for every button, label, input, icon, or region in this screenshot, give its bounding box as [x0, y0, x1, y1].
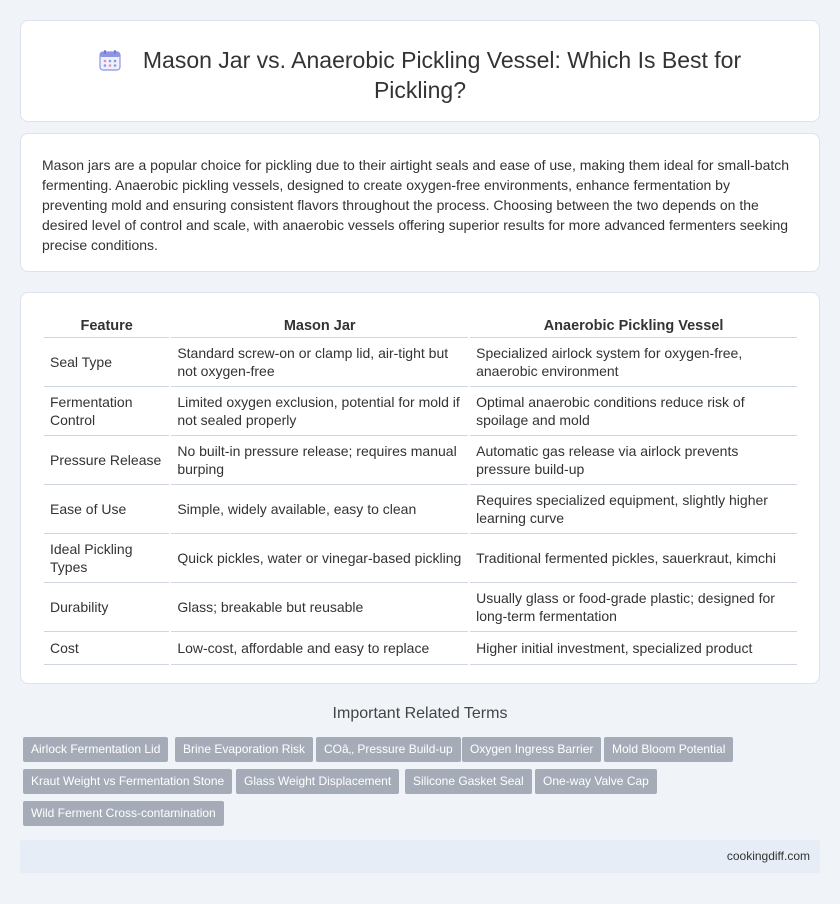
feature-cell: Durability	[44, 583, 169, 632]
related-terms-heading: Important Related Terms	[332, 705, 508, 722]
related-term-tag[interactable]: Mold Bloom Potential	[604, 737, 733, 762]
table-row	[44, 485, 797, 534]
feature-cell: Ideal Pickling Types	[44, 534, 169, 583]
related-term-tag[interactable]: One-way Valve Cap	[535, 769, 657, 794]
mason-jar-cell: Limited oxygen exclusion, potential for mold if not sealed properly	[171, 387, 468, 436]
table-row	[44, 583, 797, 632]
mason-jar-cell: No built-in pressure release; requires manual burping	[171, 436, 468, 485]
table-header-row	[44, 310, 797, 338]
header-anaerobic-vessel: Anaerobic Pickling Vessel	[470, 310, 797, 338]
feature-cell: Ease of Use	[44, 485, 169, 534]
table-row	[44, 436, 797, 485]
mason-jar-cell: Quick pickles, water or vinegar-based pickling	[171, 534, 468, 583]
table-row	[44, 387, 797, 436]
anaerobic-cell: Requires specialized equipment, slightly higher learning curve	[470, 485, 797, 534]
intro-paragraph: Mason jars are a popular choice for pickling due to their airtight seals and ease of use, making them ideal for small-batch fermenting. Anaerobic pickling vessels, designed to create oxygen-free environments, enhance fermentation by preventing mold and ensuring consistent flavors throughout the process. Choosing between the two depends on the desired level of control and scale, with anaerobic vessels offering superior results for more advanced fermenters seeking precise conditions.	[42, 157, 790, 253]
anaerobic-cell: Usually glass or food-grade plastic; designed for long-term fermentation	[470, 583, 797, 632]
mason-jar-cell: Low-cost, affordable and easy to replace	[171, 632, 468, 665]
header-card	[20, 20, 820, 122]
table-row	[44, 632, 797, 665]
related-term-tag[interactable]: Oxygen Ingress Barrier	[462, 737, 601, 762]
related-term-tag[interactable]: COâ‚‚ Pressure Build-up	[316, 737, 461, 762]
feature-cell: Cost	[44, 632, 169, 665]
feature-cell: Pressure Release	[44, 436, 169, 485]
related-term-tag[interactable]: Silicone Gasket Seal	[405, 769, 532, 794]
intro-card	[20, 133, 820, 272]
anaerobic-cell: Optimal anaerobic conditions reduce risk of spoilage and mold	[470, 387, 797, 436]
related-term-tag[interactable]: Airlock Fermentation Lid	[23, 737, 168, 762]
related-term-tag[interactable]: Glass Weight Displacement	[236, 769, 399, 794]
feature-cell: Seal Type	[44, 338, 169, 387]
page-title-text: Mason Jar vs. Anaerobic Pickling Vessel: Which Is Best for Pickling?	[142, 47, 742, 103]
mason-jar-cell: Standard screw-on or clamp lid, air-tight but not oxygen-free	[171, 338, 468, 387]
comparison-card	[20, 292, 820, 684]
mason-jar-cell: Glass; breakable but reusable	[171, 583, 468, 632]
anaerobic-cell: Higher initial investment, specialized product	[470, 632, 797, 665]
related-term-tag[interactable]: Kraut Weight vs Fermentation Stone	[23, 769, 232, 794]
header-mason-jar: Mason Jar	[171, 310, 468, 338]
anaerobic-cell: Traditional fermented pickles, sauerkraut, kimchi	[470, 534, 797, 583]
related-term-tag[interactable]: Wild Ferment Cross-contamination	[23, 801, 224, 826]
related-term-tag[interactable]: Brine Evaporation Risk	[175, 737, 313, 762]
page-title	[21, 45, 819, 105]
table-row	[44, 338, 797, 387]
calendar-icon	[99, 49, 121, 71]
anaerobic-cell: Automatic gas release via airlock prevents pressure build-up	[470, 436, 797, 485]
footer	[20, 840, 820, 873]
header-feature: Feature	[44, 310, 169, 338]
anaerobic-cell: Specialized airlock system for oxygen-free, anaerobic environment	[470, 338, 797, 387]
feature-cell: Fermentation Control	[44, 387, 169, 436]
comparison-table	[42, 310, 799, 665]
footer-site-link[interactable]: cookingdiff.com	[726, 849, 810, 863]
mason-jar-cell: Simple, widely available, easy to clean	[171, 485, 468, 534]
table-row	[44, 534, 797, 583]
